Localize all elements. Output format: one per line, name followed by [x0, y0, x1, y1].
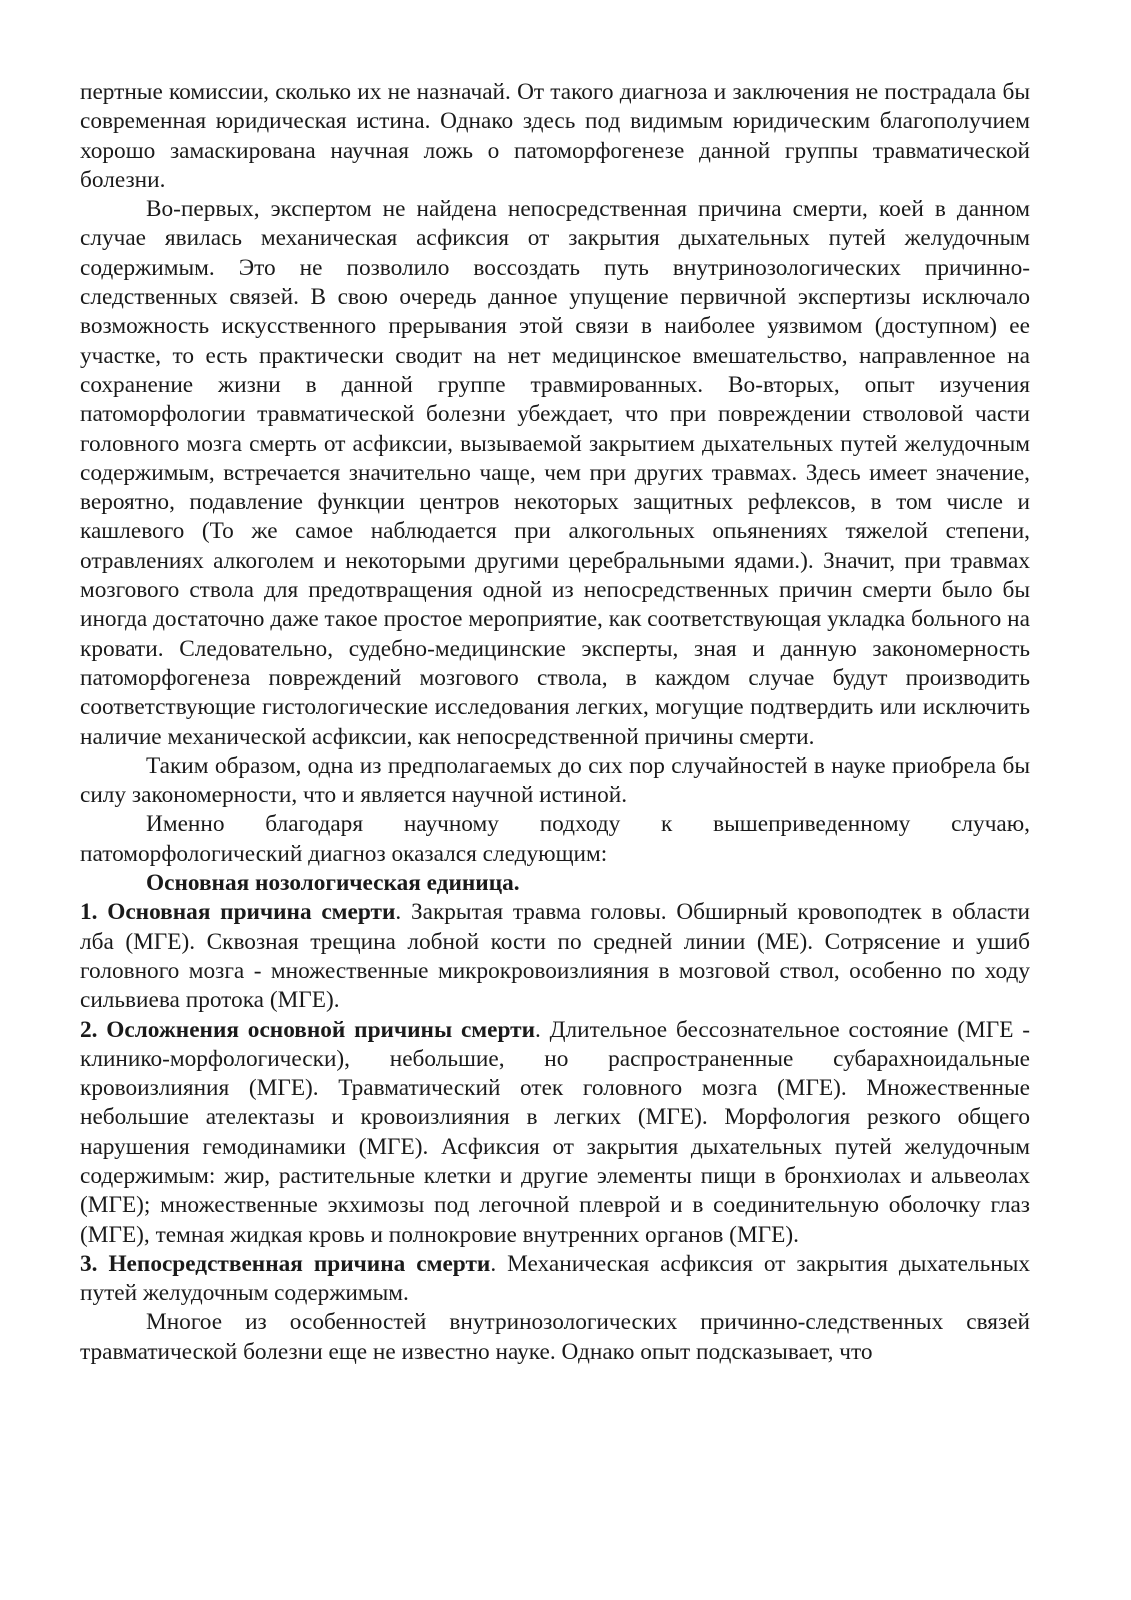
- paragraph-diagnosis-intro: Именно благодаря научному подходу к вышеприведенному случаю, патоморфологический диагноз оказался следующим:: [80, 811, 1030, 867]
- section-heading: Основная нозологическая единица.: [146, 870, 520, 897]
- paragraph-conclusion: Таким образом, одна из предполагаемых до сих пор случайностей в науке приобрела бы силу закономерности, что и является научной истиной.: [80, 752, 1030, 809]
- diagnosis-item-3-text: . Механическая асфиксия от закрытия дыхательных путей желудочным содержимым.: [80, 1250, 1030, 1307]
- diagnosis-item-1-text: . Закрытая травма головы. Обширный кровоподтек в области лба (МГЕ). Сквозная трещина лобной кости по средней линии (МЕ). Сотрясение и ушиб головного мозга - множественные микрокровоизлияния в мозговой ствол, особенно по ходу сильвиева протока (МГЕ).: [80, 899, 1030, 1014]
- paragraph-final: Многое из особенностей внутринозологических причинно-следственных связей травматической болезни еще не известно науке. Однако опыт подсказывает, что: [80, 1309, 1030, 1365]
- paragraph-continuation: пертные комиссии, сколько их не назначай. От такого диагноза и заключения не пострадала бы современная юридическая истина. Однако здесь под видимым юридическим благополучием хорошо замаскирована научная ложь о патоморфогенезе данной группы травматической болезни.: [80, 79, 1030, 193]
- document-page: [80, 78, 1030, 1367]
- diagnosis-item-2: [80, 1016, 1030, 1250]
- diagnosis-item-3: [80, 1250, 1030, 1309]
- diagnosis-item-2-lead: 2. Осложнения основной причины смерти: [80, 1016, 536, 1043]
- diagnosis-item-1: [80, 898, 1030, 1015]
- diagnosis-item-1-lead: 1. Основная причина смерти: [80, 899, 396, 926]
- diagnosis-item-3-lead: 3. Непосредственная причина смерти: [80, 1250, 491, 1277]
- diagnosis-item-2-text: . Длительное бессознательное состояние (МГЕ - клинико-морфологически), небольшие, но распространенные субарахноидальные кровоизлияния (МГЕ). Травматический отек головного мозга (МГЕ). Множественные небольшие ателектазы и кровоизлияния в легких (МГЕ). Морфология резкого общего нарушения гемодинамики (МГЕ). Асфиксия от закрытия дыхательных путей желудочным содержимым: жир, растительные клетки и другие элементы пищи в бронхиолах и альвеолах (МГЕ); множественные экхимозы под легочной плеврой и в соединительную оболочку глаз (МГЕ), темная жидкая кровь и полнокровие внутренних органов (МГЕ).: [80, 1016, 1030, 1248]
- paragraph-first-second-points: Во-первых, экспертом не найдена непосредственная причина смерти, коей в данном случае явилась механическая асфиксия от закрытия дыхательных путей желудочным содержимым. Это не позволило воссоздать путь внутринозологических причинно-следственных связей. В свою очередь данное упущение первичной экспертизы исключало возможность искусственного прерывания этой связи в наиболее уязвимом (доступном) ее участке, то есть практически сводит на нет медицинское вмешательство, направленное на сохранение жизни в данной группе травмированных. Во-вторых, опыт изучения патоморфологии травматической болезни убеждает, что при повреждении стволовой части головного мозга смерть от асфиксии, вызываемой закрытием дыхательных путей желудочным содержимым, встречается значительно чаще, чем при других травмах. Здесь имеет значение, вероятно, подавление функции центров некоторых защитных рефлексов, в том числе и кашлевого (То же самое наблюдается при алкогольных опьянениях тяжелой степени, отравлениях алкоголем и некоторыми другими церебральными ядами.). Значит, при травмах мозгового ствола для предотвращения одной из непосредственных причин смерти было бы иногда достаточно даже такое простое мероприятие, как соответствующая укладка больного на кровати. Следовательно, судебно-медицинские эксперты, зная и данную закономерность патоморфогенеза повреждений мозгового ствола, в каждом случае будут производить соответствующие гистологические исследования легких, могущие подтвердить или исключить наличие механической асфиксии, как непосредственной причины смерти.: [80, 196, 1030, 750]
